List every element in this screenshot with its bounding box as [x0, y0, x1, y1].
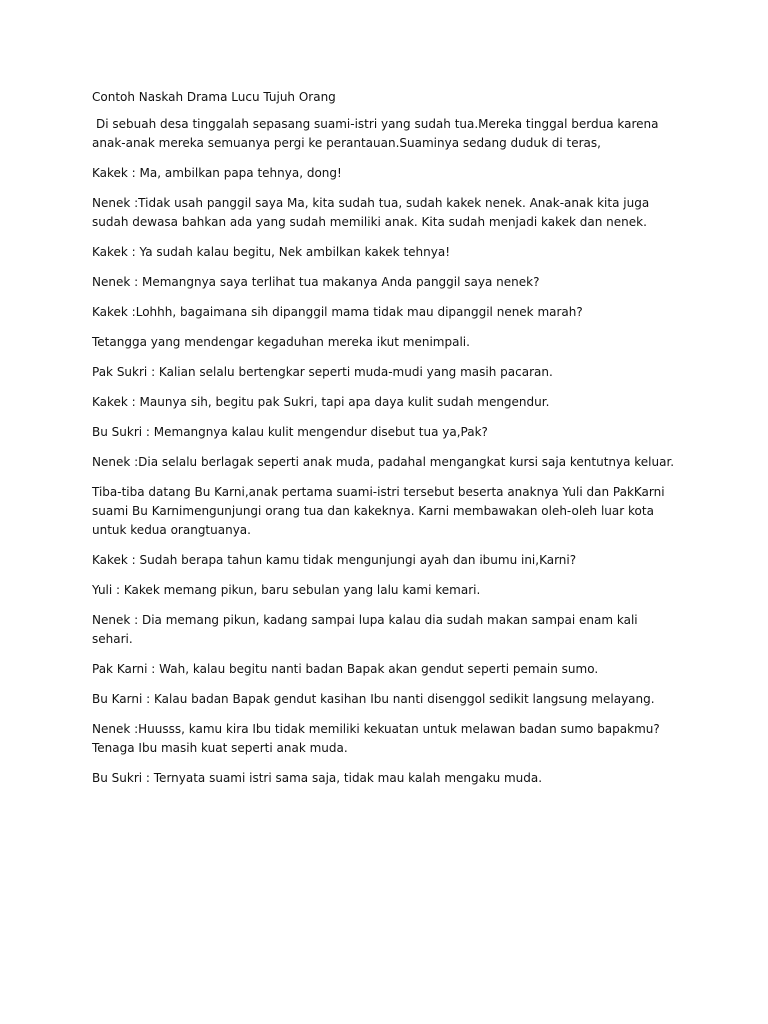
narration-line: Tiba-tiba datang Bu Karni,anak pertama suami-istri tersebut beserta anaknya Yuli dan PakKarni suami Bu Karnimengunjungi orang tua dan kakeknya. Karni membawakan oleh-oleh luar kota untuk kedua orangtuanya.: [92, 485, 665, 537]
dialogue-line: Kakek : Maunya sih, begitu pak Sukri, tapi apa daya kulit sudah mengendur.: [92, 395, 550, 409]
narration-line: Tetangga yang mendengar kegaduhan mereka ikut menimpali.: [92, 335, 470, 349]
dialogue-line: Nenek :Tidak usah panggil saya Ma, kita sudah tua, sudah kakek nenek. Anak-anak kita juga sudah dewasa bahkan ada yang sudah memiliki anak. Kita sudah menjadi kakek dan nenek.: [92, 196, 650, 229]
dialogue-line: Pak Sukri : Kalian selalu bertengkar seperti muda-mudi yang masih pacaran.: [92, 365, 553, 379]
dialogue-line: Bu Sukri : Ternyata suami istri sama saja, tidak mau kalah mengaku muda.: [92, 771, 543, 785]
document-title: Contoh Naskah Drama Lucu Tujuh Orang: [92, 90, 336, 104]
dialogue-line: Nenek : Dia memang pikun, kadang sampai lupa kalau dia sudah makan sampai enam kali sehari.: [92, 613, 638, 646]
dialogue-line: Nenek :Dia selalu berlagak seperti anak muda, padahal mengangkat kursi saja kentutnya keluar.: [92, 455, 675, 469]
dialogue-line: Yuli : Kakek memang pikun, baru sebulan yang lalu kami kemari.: [92, 583, 481, 597]
paragraph-intro: Di sebuah desa tinggalah sepasang suami-istri yang sudah tua.Mereka tinggal berdua karena anak-anak mereka semuanya pergi ke perantauan.Suaminya sedang duduk di teras,: [92, 117, 659, 150]
dialogue-line: Pak Karni : Wah, kalau begitu nanti badan Bapak akan gendut seperti pemain sumo.: [92, 662, 599, 676]
dialogue-line: Nenek :Huusss, kamu kira Ibu tidak memiliki kekuatan untuk melawan badan sumo bapakmu? Tenaga Ibu masih kuat seperti anak muda.: [92, 722, 660, 755]
dialogue-line: Bu Sukri : Memangnya kalau kulit mengendur disebut tua ya,Pak?: [92, 425, 488, 439]
dialogue-line: Bu Karni : Kalau badan Bapak gendut kasihan Ibu nanti disenggol sedikit langsung melayang.: [92, 692, 655, 706]
dialogue-line: Kakek : Ya sudah kalau begitu, Nek ambilkan kakek tehnya!: [92, 245, 451, 259]
dialogue-line: Nenek : Memangnya saya terlihat tua makanya Anda panggil saya nenek?: [92, 275, 540, 289]
document-body: [92, 88, 677, 799]
dialogue-line: Kakek : Ma, ambilkan papa tehnya, dong!: [92, 166, 342, 180]
dialogue-line: Kakek : Sudah berapa tahun kamu tidak mengunjungi ayah dan ibumu ini,Karni?: [92, 553, 577, 567]
dialogue-line: Kakek :Lohhh, bagaimana sih dipanggil mama tidak mau dipanggil nenek marah?: [92, 305, 583, 319]
